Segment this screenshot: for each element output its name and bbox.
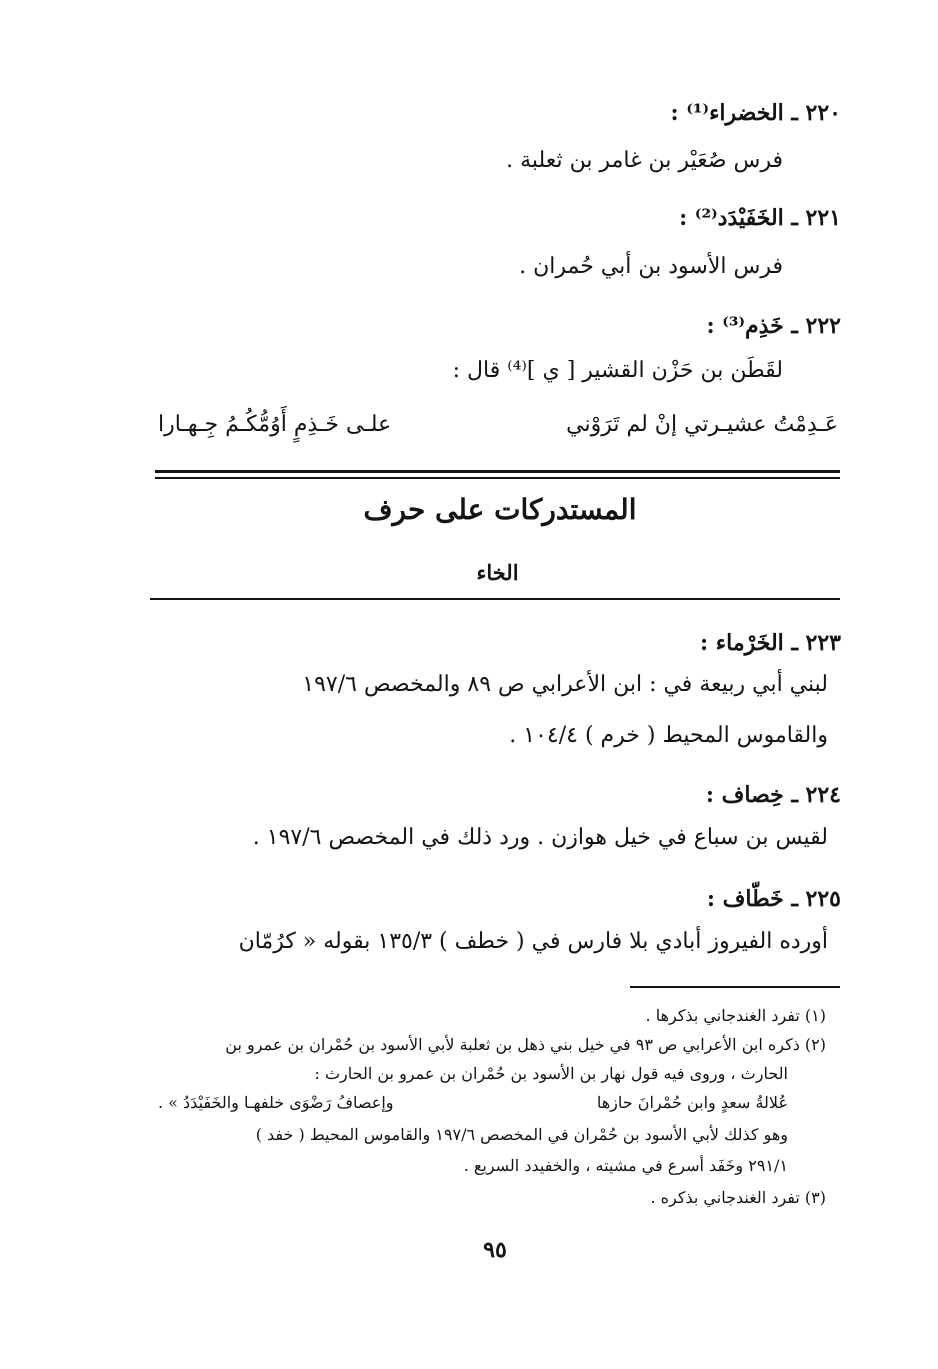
- entry-222-body: لقَطَن بن حَزْن القشير [ ي ]⁽⁴⁾ قال :: [452, 358, 783, 383]
- entry-223-heading: ٢٢٣ ـ الخَرْماء :: [700, 630, 841, 656]
- entry-221-body: فرس الأسود بن أبي حُمران .: [519, 254, 783, 279]
- footnote-2-line2: الحارث ، وروى فيه قول نهار بن الأسود بن حُمْران بن عمرو بن الحارث :: [314, 1064, 788, 1083]
- entry-220-body: فرس صُعَيْر بن غامر بن ثعلبة .: [506, 148, 783, 173]
- footnote-2-verse-second: وإعصافُ رَضْوَى خلفهـا والخَفَيْدَدُ » .: [158, 1093, 394, 1112]
- footnote-2-line1: (٢) ذكره ابن الأعرابي ص ٩٣ في خيل بني ذهل بن ثعلبة لأبي الأسود بن حُمْران بن عمرو بن: [225, 1035, 826, 1054]
- entry-223-line2: والقاموس المحيط ( خرم ) ١٠٤/٤ .: [509, 723, 828, 748]
- double-rule-top: [155, 470, 840, 473]
- footnote-2-line5: ٢٩١/١ وخَفَد أسرع في مشيته ، والخفيدد السريع .: [463, 1156, 788, 1175]
- section-rule: [150, 598, 840, 600]
- footnote-1: (١) تفرد الغندجاني بذكرها .: [645, 1006, 826, 1025]
- entry-224-line1: لقيس بن سباع في خيل هوازن . ورد ذلك في المخصص ١٩٧/٦ .: [252, 825, 828, 850]
- entry-221-heading: ٢٢١ ـ الخَفَيْدَد⁽²⁾ :: [679, 205, 841, 231]
- section-title: المستدركات على حرف: [363, 493, 637, 526]
- entry-222-heading: ٢٢٢ ـ خَذِم⁽³⁾ :: [706, 313, 841, 339]
- footnote-3: (٣) تفرد الغندجاني بذكره .: [650, 1188, 826, 1207]
- entry-225-line1: أورده الفيروز أبادي بلا فارس في ( خطف ) ١٣٥/٣ بقوله « كرُمّان: [238, 929, 828, 954]
- poem-second-hemistich: علـى خَـذِمٍ أَوُمُّكُـمُ جِـهـارا: [158, 412, 392, 437]
- page-number: ٩٥: [483, 1237, 507, 1263]
- section-subtitle: الخاء: [476, 560, 519, 585]
- footnote-2-line4: وهو كذلك لأبي الأسود بن حُمْران في المخصص ١٩٧/٦ والقاموس المحيط ( خفد ): [255, 1125, 788, 1144]
- entry-225-heading: ٢٢٥ ـ خَطّاف :: [706, 886, 841, 912]
- entry-220-heading: ٢٢٠ ـ الخضراء⁽¹⁾ :: [670, 100, 841, 126]
- entry-224-heading: ٢٢٤ ـ خِصاف :: [705, 782, 841, 808]
- double-rule-bottom: [155, 477, 840, 479]
- entry-223-line1: لبني أبي ربيعة في : ابن الأعرابي ص ٨٩ والمخصص ١٩٧/٦: [302, 672, 828, 697]
- footnote-2-verse-first: عُلالةُ سعدٍ وابن حُمْرانَ حازها: [596, 1093, 788, 1112]
- poem-first-hemistich: عَـدِمْتُ عشيـرتي إنْ لم تَرَوْني: [566, 412, 838, 437]
- footnote-separator: [630, 986, 840, 988]
